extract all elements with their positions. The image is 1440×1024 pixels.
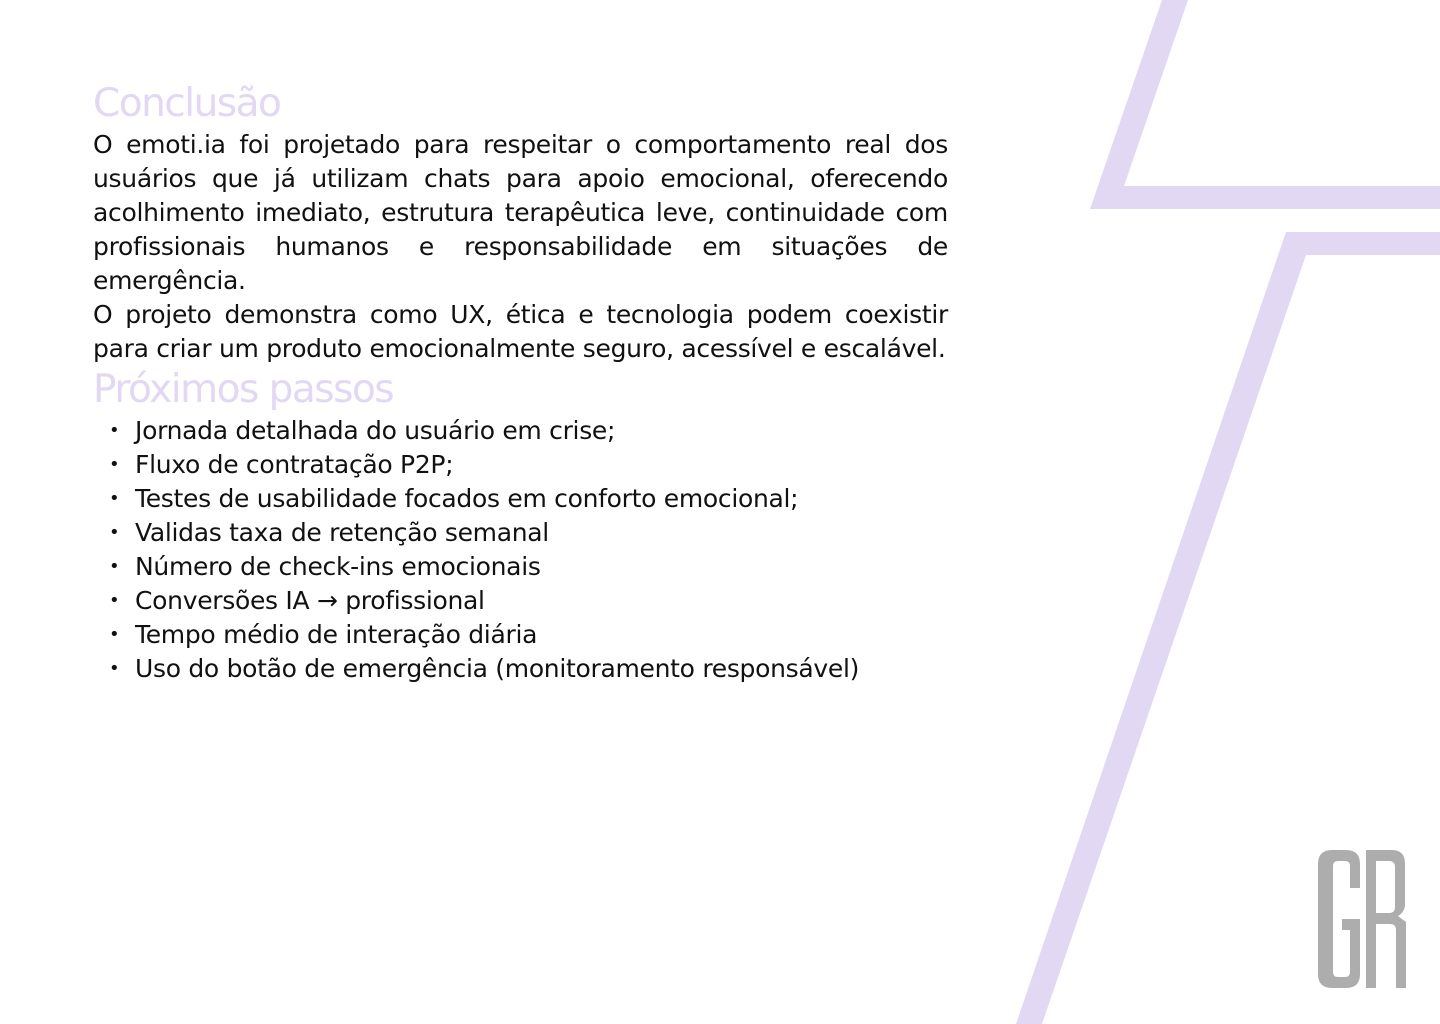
list-item-text: Jornada detalhada do usuário em crise; <box>135 416 616 445</box>
decor-upper-bracket <box>1090 0 1440 209</box>
gr-logo <box>1318 850 1408 988</box>
list-item-text: Fluxo de contratação P2P; <box>135 450 454 479</box>
list-item <box>93 584 953 618</box>
bullet-icon: • <box>109 454 120 475</box>
logo-letter-r <box>1366 850 1406 988</box>
next-steps-list <box>93 414 953 686</box>
list-item-text: Número de check-ins emocionais <box>135 552 541 581</box>
conclusion-paragraph-1: O emoti.ia foi projetado para respeitar o comportamento real dos usuários que já utilizam chats para apoio emocional, oferecendo acolhimento imediato, estrutura terapêutica leve, continuidade com profissionais humanos e responsabilidade em situações de emergência. <box>93 130 948 295</box>
list-item <box>93 448 953 482</box>
logo-letter-g <box>1318 850 1360 988</box>
list-item-text: Validas taxa de retenção semanal <box>135 518 549 547</box>
list-item <box>93 618 953 652</box>
list-item-text: Testes de usabilidade focados em conforto emocional; <box>135 484 799 513</box>
list-item <box>93 652 953 686</box>
list-item-text: Uso do botão de emergência (monitoramento responsável) <box>135 654 860 683</box>
list-item-text: Conversões IA → profissional <box>135 586 485 615</box>
bullet-icon: • <box>109 624 120 645</box>
list-item <box>93 516 953 550</box>
bullet-icon: • <box>109 658 120 679</box>
list-item <box>93 414 953 448</box>
list-item <box>93 550 953 584</box>
bullet-icon: • <box>109 420 120 441</box>
bullet-icon: • <box>109 522 120 543</box>
list-item <box>93 482 953 516</box>
main-content <box>93 80 953 686</box>
bullet-icon: • <box>109 488 120 509</box>
next-steps-title: Próximos passos <box>93 367 394 412</box>
list-item-text: Tempo médio de interação diária <box>135 620 538 649</box>
bullet-icon: • <box>109 590 120 611</box>
bullet-icon: • <box>109 556 120 577</box>
conclusion-title: Conclusão <box>93 81 281 126</box>
conclusion-paragraph-2: O projeto demonstra como UX, ética e tecnologia podem coexistir para criar um produto emocionalmente seguro, acessível e escalável. <box>93 300 948 363</box>
